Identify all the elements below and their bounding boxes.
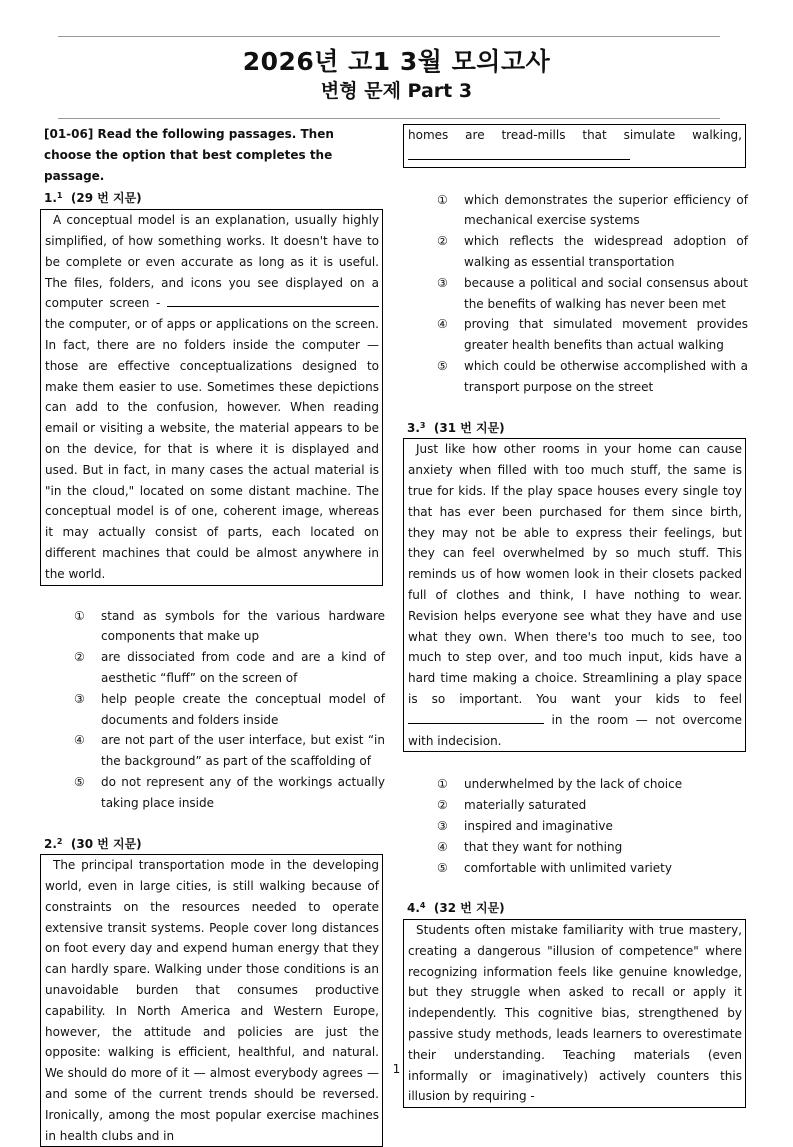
option[interactable]: ① stand as symbols for the various hardware components that make up bbox=[74, 608, 385, 644]
question-1-options bbox=[44, 606, 385, 814]
instructions: [01-06] Read the following passages. Then choose the option that best completes the passage. bbox=[44, 127, 334, 183]
left-column bbox=[44, 124, 385, 1147]
answer-blank bbox=[408, 711, 544, 724]
page-title: 2026년 고1 3월 모의고사 bbox=[242, 47, 551, 76]
question-2-passage-continued: homes are tread-mills that simulate walking, bbox=[403, 124, 746, 168]
answer-blank bbox=[408, 147, 630, 160]
option[interactable]: ② are dissociated from code and are a kind of aesthetic “fluff” on the screen of bbox=[74, 650, 385, 685]
question-3-passage: Just like how other rooms in your home can cause anxiety when filled with too much stuff, the same is true for kids. If the play space houses every single toy that has ever been purchased for them since birth, they may not be able to express their feelings, but they can feel overwhelmed by so much stuff. This reminds us of how women look in their closets packed full of clothes and think, I have nothing to wear. Revision helps everyone see what they have and use what they own. When there's too much to see, too much to step over, and too much input, kids have a hard time making a choice. Streamlining a play space is so important. You want your kids to feel in the room — not overcome with indecision. bbox=[403, 438, 746, 752]
page-subtitle: 변형 문제 Part 3 bbox=[320, 80, 473, 102]
answer-blank bbox=[167, 294, 379, 307]
question-3-heading: 3.$^3$ (31 번 지문) bbox=[407, 420, 505, 435]
option[interactable]: ① which demonstrates the superior efficiency of mechanical exercise systems bbox=[437, 192, 748, 228]
right-column bbox=[407, 124, 748, 1108]
question-1-passage: A conceptual model is an explanation, usually highly simplified, of how something works. It doesn't have to be complete or even accurate as long as it is useful. The files, folders, and icons you see displayed on a computer screen - the computer, or of apps or applications on the screen. In fact, there are no folders inside the computer — those are effective conceptualizations designed to make them easier to use. Sometimes these depictions can add to the confusion, however. When reading email or visiting a website, the material appears to be on the device, for that is where it is displayed and used. But in fact, in many cases the actual material is "in the cloud," located on some distant machine. The conceptual model is of one, coherent image, whereas it may actually consist of parts, each located on different machines that could be almost anywhere in the world. bbox=[40, 209, 383, 585]
header-rule-top bbox=[58, 36, 720, 37]
question-3-options bbox=[407, 774, 748, 878]
option[interactable]: ③ help people create the conceptual model of documents and folders inside bbox=[74, 691, 385, 727]
question-1-heading: 1.$^1$ (29 번 지문) bbox=[44, 191, 142, 206]
option[interactable]: ③ inspired and imaginative bbox=[437, 818, 613, 833]
question-4-passage: Students often mistake familiarity with true mastery, creating a dangerous "illusion of competence" where recognizing information feels like genuine knowledge, but they struggle when asked to recall or apply it independently. This cognitive bias, strengthened by passive study methods, leads learners to overestimate their understanding. Teaching materials (even informally or imaginatively) actively counters this illusion by requiring - bbox=[403, 919, 746, 1108]
page-number: 1 bbox=[392, 1062, 401, 1076]
question-4-heading: 4.$^4$ (32 번 지문) bbox=[407, 901, 505, 916]
option[interactable]: ② materially saturated bbox=[437, 798, 587, 813]
question-2-passage: The principal transportation mode in the developing world, even in large cities, is still walking because of constraints on the resources needed to operate extensive transit systems. People cover long distances on foot every day and expend human energy that they can hardly spare. Walking under those conditions is an unavoidable burden that consumes productive capability. In North America and Western Europe, however, the attitude and policies are just the opposite: walking is efficient, healthful, and natural. We should do more of it — almost everybody agrees — and some of the current trends should be reversed. Ironically, among the most popular exercise machines in health clubs and in bbox=[40, 854, 383, 1147]
option[interactable]: ⑤ comfortable with unlimited variety bbox=[437, 860, 672, 875]
option[interactable]: ⑤ which could be otherwise accomplished with a transport purpose on the street bbox=[437, 358, 748, 394]
option[interactable]: ③ because a political and social consensus about the benefits of walking has never been met bbox=[437, 275, 748, 311]
header-rule-bottom bbox=[58, 118, 720, 119]
option[interactable]: ④ proving that simulated movement provides greater health benefits than actual walking bbox=[437, 317, 748, 353]
question-2-options bbox=[407, 190, 748, 398]
question-2-heading: 2.$^2$ (30 번 지문) bbox=[44, 836, 142, 851]
option[interactable]: ① underwhelmed by the lack of choice bbox=[437, 777, 683, 792]
option[interactable]: ④ that they want for nothing bbox=[437, 839, 623, 854]
option[interactable]: ② which reflects the widespread adoption of walking as essential transportation bbox=[437, 234, 748, 269]
option[interactable]: ⑤ do not represent any of the workings actually taking place inside bbox=[74, 774, 385, 810]
option[interactable]: ④ are not part of the user interface, but exist “in the background” as part of the scaffolding of bbox=[74, 733, 385, 769]
